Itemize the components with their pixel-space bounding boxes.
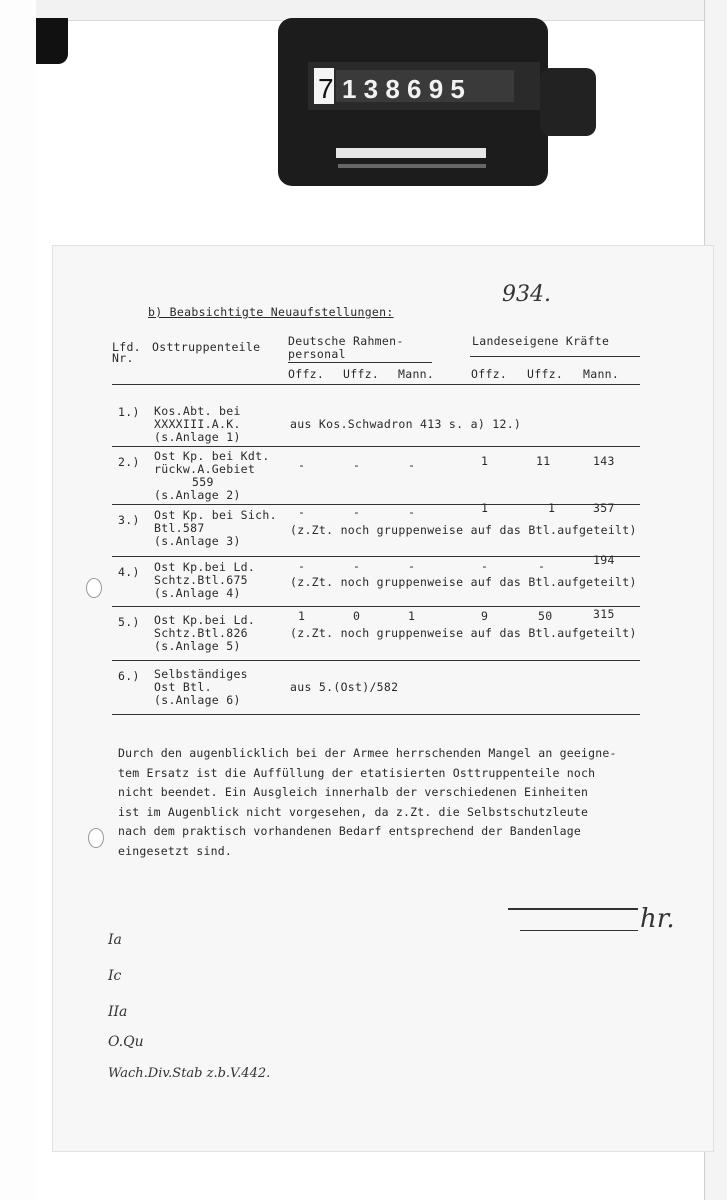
row-6-nr: 6.) bbox=[118, 669, 140, 683]
row-4-cell: - bbox=[481, 559, 489, 573]
row-5-cell: 315 bbox=[593, 607, 615, 621]
row-3-unit: Btl.587 bbox=[154, 521, 205, 535]
row-1-nr: 1.) bbox=[118, 405, 140, 419]
sub-mann-1: Mann. bbox=[398, 367, 435, 381]
row-3-note: (z.Zt. noch gruppenweise auf das Btl.aufgeteilt) bbox=[290, 523, 637, 537]
row-5-cell: 9 bbox=[481, 609, 489, 623]
row-2-cell: 1 bbox=[481, 454, 489, 468]
paragraph-line: Durch den augenblicklich bei der Armee herrschenden Mangel an geeigne- bbox=[118, 746, 617, 760]
row-4-unit: (s.Anlage 4) bbox=[154, 586, 241, 600]
row-rule bbox=[112, 556, 640, 557]
counter-digits: 1 3 8 6 9 5 bbox=[342, 74, 465, 104]
row-2-cell: 11 bbox=[536, 454, 551, 468]
row-3-cell: - bbox=[408, 505, 416, 519]
col-local: Landeseigene Kräfte bbox=[472, 334, 610, 348]
row-2-cell: - bbox=[298, 458, 306, 472]
row-2-cell: - bbox=[353, 458, 361, 472]
body-paragraph bbox=[118, 744, 678, 861]
distribution-item: O.Qu bbox=[108, 1034, 144, 1050]
row-rule bbox=[112, 606, 640, 607]
row-5-unit: Schtz.Btl.826 bbox=[154, 626, 248, 640]
col-german-1: Deutsche Rahmen- bbox=[288, 334, 404, 348]
document-sheet bbox=[52, 245, 714, 1152]
row-3-cell: - bbox=[298, 505, 306, 519]
signature: hr. bbox=[640, 904, 675, 934]
row-6-unit: Selbständiges bbox=[154, 667, 248, 681]
row-2-unit: rückw.A.Gebiet bbox=[154, 462, 256, 476]
row-4-cell: - bbox=[353, 559, 361, 573]
row-5-unit: (s.Anlage 5) bbox=[154, 639, 241, 653]
row-3-cell: 1 bbox=[481, 501, 489, 515]
row-3-cell: 357 bbox=[593, 501, 615, 515]
stamp-number: 934. bbox=[502, 282, 551, 307]
row-2-nr: 2.) bbox=[118, 455, 140, 469]
row-3-unit: Ost Kp. bei Sich. bbox=[154, 508, 277, 522]
punch-hole bbox=[86, 578, 102, 598]
table-bottom-rule bbox=[112, 714, 640, 715]
section-heading: b) Beabsichtigte Neuaufstellungen: bbox=[148, 305, 394, 319]
row-4-nr: 4.) bbox=[118, 565, 140, 579]
distribution-item: Wach.Div.Stab z.b.V.442. bbox=[108, 1066, 271, 1081]
header-rule bbox=[470, 356, 640, 357]
row-4-cell: - bbox=[538, 559, 546, 573]
film-border bbox=[0, 0, 36, 1200]
header-rule bbox=[288, 362, 432, 363]
sub-uffz-1: Uffz. bbox=[343, 367, 380, 381]
row-4-note: (z.Zt. noch gruppenweise auf das Btl.aufgeteilt) bbox=[290, 575, 637, 589]
row-rule bbox=[112, 504, 640, 505]
paragraph-line: eingesetzt sind. bbox=[118, 843, 232, 858]
row-4-cell: 194 bbox=[593, 553, 615, 567]
sub-mann-2: Mann. bbox=[583, 367, 620, 381]
paragraph-line: ist im Augenblick nicht vorgesehen, da z.Zt. die Selbstschutzleute bbox=[118, 804, 589, 819]
distribution-item: Ia bbox=[108, 932, 122, 948]
paragraph-line: nach dem praktisch vorhandenen Bedarf entsprechend der Bandenlage bbox=[118, 824, 582, 838]
col-units: Osttruppenteile bbox=[152, 340, 261, 354]
col-lfd: Lfd. bbox=[112, 340, 141, 354]
punch-hole bbox=[88, 828, 104, 848]
row-2-unit: 559 bbox=[192, 475, 214, 489]
header-bottom-rule bbox=[112, 384, 640, 385]
row-3-cell: - bbox=[353, 505, 361, 519]
row-4-cell: - bbox=[298, 559, 306, 573]
sub-offz-1: Offz. bbox=[288, 367, 325, 381]
row-4-unit: Schtz.Btl.675 bbox=[154, 573, 248, 587]
row-rule bbox=[112, 660, 640, 661]
counter-prefix: 7 bbox=[318, 73, 334, 104]
row-2-unit: (s.Anlage 2) bbox=[154, 488, 241, 502]
row-6-note: aus 5.(Ost)/582 bbox=[290, 680, 399, 694]
distribution-item: IIa bbox=[108, 1004, 128, 1020]
paragraph-line: tem Ersatz ist die Auffüllung der etatisierten Osttruppenteile noch bbox=[118, 765, 596, 780]
row-2-cell: 143 bbox=[593, 454, 615, 468]
row-5-unit: Ost Kp.bei Ld. bbox=[154, 613, 256, 627]
row-5-cell: 0 bbox=[353, 609, 361, 623]
row-5-nr: 5.) bbox=[118, 615, 140, 629]
col-nr: Nr. bbox=[112, 351, 134, 365]
row-3-nr: 3.) bbox=[118, 513, 140, 527]
signature-line bbox=[520, 930, 638, 931]
row-3-unit: (s.Anlage 3) bbox=[154, 534, 241, 548]
row-5-cell: 1 bbox=[298, 609, 306, 623]
row-4-cell: - bbox=[408, 559, 416, 573]
row-1-unit: (s.Anlage 1) bbox=[154, 430, 241, 444]
row-5-cell: 1 bbox=[408, 609, 416, 623]
film-corner-mark bbox=[36, 18, 68, 64]
row-2-cell: - bbox=[408, 458, 416, 472]
sub-offz-2: Offz. bbox=[471, 367, 508, 381]
signature-line bbox=[508, 908, 638, 910]
row-5-note: (z.Zt. noch gruppenweise auf das Btl.aufgeteilt) bbox=[290, 626, 637, 640]
row-1-unit: XXXXIII.A.K. bbox=[154, 417, 241, 431]
row-rule bbox=[112, 446, 640, 447]
row-1-note: aus Kos.Schwadron 413 s. a) 12.) bbox=[290, 417, 522, 431]
col-german-2: personal bbox=[288, 347, 346, 361]
row-6-unit: Ost Btl. bbox=[154, 680, 212, 694]
paragraph-line: nicht beendet. Ein Ausgleich innerhalb der verschiedenen Einheiten bbox=[118, 785, 589, 799]
row-6-unit: (s.Anlage 6) bbox=[154, 693, 241, 707]
row-2-unit: Ost Kp. bei Kdt. bbox=[154, 449, 270, 463]
sub-uffz-2: Uffz. bbox=[527, 367, 564, 381]
distribution-item: Ic bbox=[108, 968, 122, 984]
row-5-cell: 50 bbox=[538, 609, 553, 623]
row-4-unit: Ost Kp.bei Ld. bbox=[154, 560, 256, 574]
row-3-cell: 1 bbox=[548, 501, 556, 515]
frame-counter bbox=[278, 18, 600, 188]
row-1-unit: Kos.Abt. bei bbox=[154, 404, 241, 418]
